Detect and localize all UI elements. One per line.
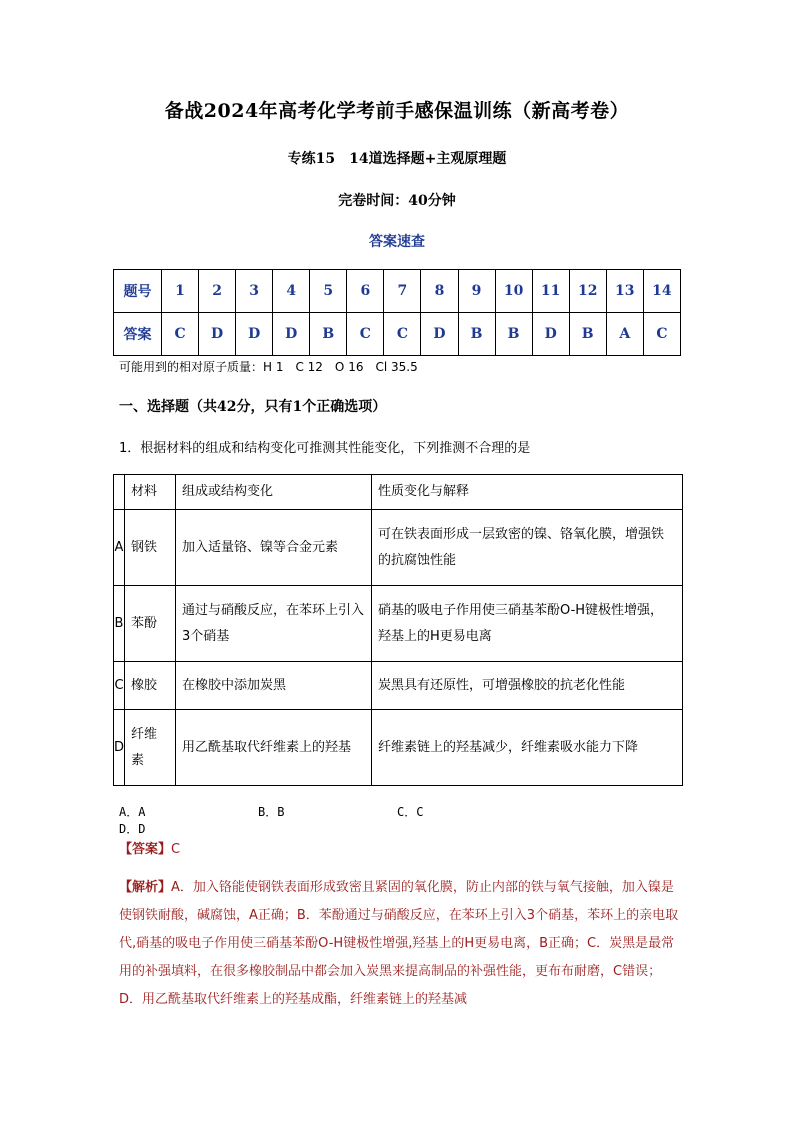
structure-change-cell: 在橡胶中添加炭黑 (176, 662, 372, 710)
answer-row (114, 313, 681, 356)
table-row (114, 510, 683, 586)
structure-change-cell: 加入适量铬、镍等合金元素 (176, 510, 372, 586)
answer-line (119, 838, 180, 857)
question-number: 5 (310, 270, 347, 313)
question-number: 9 (458, 270, 495, 313)
header-cell: 组成或结构变化 (176, 475, 372, 510)
answer-cell: B (310, 313, 347, 356)
answer-cell: B (569, 313, 606, 356)
option-b: B．B (258, 805, 285, 819)
analysis-text: A．加入铬能使钢铁表面形成致密且紧固的氧化膜，防止内部的铁与氧气接触，加入镍是使钢铁耐酸，碱腐蚀，A正确；B．苯酚通过与硝酸反应，在苯环上引入3个硝基，苯环上的亲电取代,硝基的吸电子作用使三硝基苯酚O-H键极性增强,羟基上的H更易电离，B正确；C．炭黑是最常用的补强填料，在很多橡胶制品中都会加入炭黑来提高制品的补强性能，更布布耐磨，C错误；D．用乙酰基取代纤维素上的羟基成酯，纤维素链上的羟基减 (119, 880, 679, 1007)
header-cell: 性质变化与解释 (372, 475, 683, 510)
answer-cell: A (606, 313, 643, 356)
material-cell: 钢铁 (125, 510, 176, 586)
question-table (113, 474, 683, 786)
question-number: 14 (643, 270, 680, 313)
option-letter: D (114, 710, 125, 786)
question-number: 8 (421, 270, 458, 313)
exam-time: 完卷时间：40分钟 (338, 193, 456, 209)
answer-quick-check-heading: 答案速查 (369, 234, 425, 250)
structure-change-cell: 通过与硝酸反应，在苯环上引入3个硝基 (176, 586, 372, 662)
material-cell: 苯酚 (125, 586, 176, 662)
answer-cell: B (495, 313, 532, 356)
answer-cell: D (273, 313, 310, 356)
analysis-label: 【解析】 (119, 880, 172, 895)
question-number: 10 (495, 270, 532, 313)
header-cell (114, 475, 125, 510)
table-row (114, 586, 683, 662)
question-number: 13 (606, 270, 643, 313)
answer-table (113, 269, 681, 356)
property-change-cell: 可在铁表面形成一层致密的镍、铬氧化膜，增强铁的抗腐蚀性能 (372, 510, 683, 586)
question-number: 12 (569, 270, 606, 313)
answer-cell: C (162, 313, 199, 356)
property-change-cell: 纤维素链上的羟基减少，纤维素吸水能力下降 (372, 710, 683, 786)
question-number: 6 (347, 270, 384, 313)
question-number: 11 (532, 270, 569, 313)
structure-change-cell: 用乙酰基取代纤维素上的羟基 (176, 710, 372, 786)
question-table-header (114, 475, 683, 510)
answer-cell: C (347, 313, 384, 356)
table-row (114, 710, 683, 786)
property-change-cell: 硝基的吸电子作用使三硝基苯酚O-H键极性增强，羟基上的H更易电离 (372, 586, 683, 662)
material-cell: 纤维素 (125, 710, 176, 786)
property-change-cell: 炭黑具有还原性，可增强橡胶的抗老化性能 (372, 662, 683, 710)
option-c: C．C (397, 805, 424, 819)
answer-label: 【答案】 (119, 842, 172, 857)
question-number: 4 (273, 270, 310, 313)
answer-cell: D (532, 313, 569, 356)
question-number-row (114, 270, 681, 313)
material-cell: 橡胶 (125, 662, 176, 710)
analysis-paragraph (119, 874, 681, 1014)
question-number: 1 (162, 270, 199, 313)
question-number: 3 (236, 270, 273, 313)
table-row (114, 662, 683, 710)
option-d: D．D (119, 822, 146, 836)
question-number: 2 (199, 270, 236, 313)
row-label-answer: 答案 (114, 313, 162, 356)
atomic-mass-note: 可能用到的相对原子质量：H 1 C 12 O 16 Cl 35.5 (119, 360, 418, 374)
answer-options (119, 803, 639, 837)
answer-cell: D (236, 313, 273, 356)
option-letter: A (114, 510, 125, 586)
header-cell: 材料 (125, 475, 176, 510)
option-letter: B (114, 586, 125, 662)
answer-cell: B (458, 313, 495, 356)
option-letter: C (114, 662, 125, 710)
answer-cell: C (384, 313, 421, 356)
page-title: 备战2024年高考化学考前手感保温训练（新高考卷） (164, 100, 630, 122)
answer-value: C (171, 842, 181, 857)
answer-cell: D (421, 313, 458, 356)
section-heading: 一、选择题（共42分，只有1个正确选项） (119, 399, 387, 415)
option-a: A．A (119, 805, 146, 819)
answer-cell: D (199, 313, 236, 356)
question-number: 7 (384, 270, 421, 313)
question-stem: 1．根据材料的组成和结构变化可推测其性能变化，下列推测不合理的是 (119, 441, 531, 456)
page-subtitle: 专练15 14道选择题+主观原理题 (287, 151, 507, 167)
row-label-number: 题号 (114, 270, 162, 313)
answer-cell: C (643, 313, 680, 356)
